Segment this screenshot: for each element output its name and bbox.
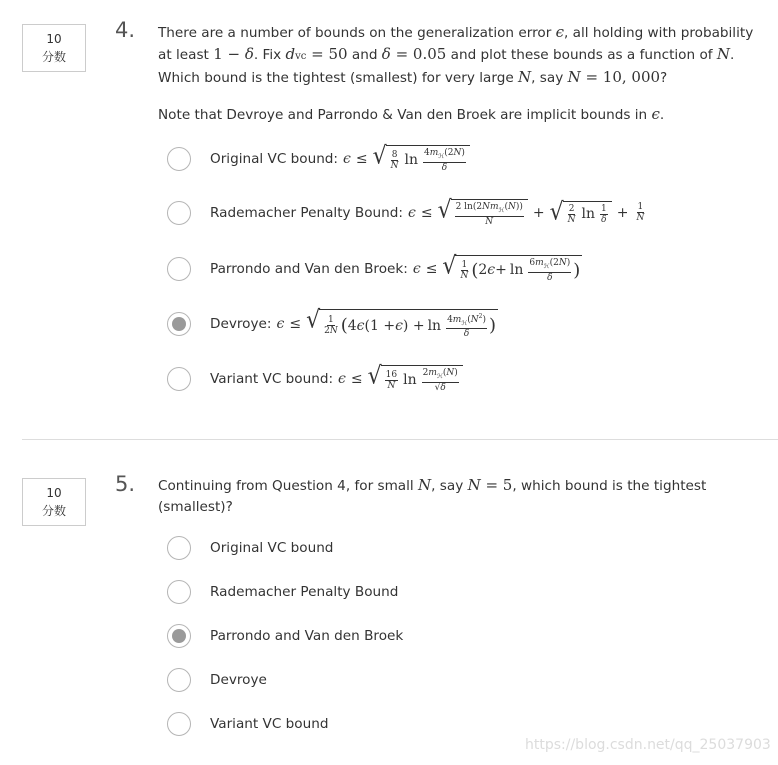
radio-button[interactable] — [167, 147, 191, 171]
option-label: Rademacher Penalty Bound: — [210, 204, 403, 221]
question-divider — [22, 439, 778, 440]
radio-button[interactable] — [167, 668, 191, 692]
points-box-q5 — [22, 478, 86, 526]
radio-button[interactable] — [167, 580, 191, 604]
option-label: Parrondo and Van den Broek: — [210, 260, 408, 277]
option-parrondo-q5[interactable] — [167, 621, 403, 651]
option-rademacher-q5[interactable] — [167, 577, 398, 607]
radio-button[interactable] — [167, 257, 191, 281]
formula: ϵ ≤ √ $\frac{8}{N}$ ln $\frac{4m_ℋ(2N)}{\delta}$ — [343, 145, 470, 173]
option-original-vc-q4[interactable] — [167, 144, 470, 174]
option-label: Original VC bound: — [210, 150, 339, 167]
option-devroye-q4[interactable] — [167, 305, 498, 340]
radio-button-selected[interactable] — [167, 312, 191, 336]
option-label: Original VC bound — [210, 540, 334, 556]
watermark: https://blog.csdn.net/qq_25037903 — [525, 737, 771, 753]
formula: ϵ ≤ √ $\frac{1}{N}$ ( 2 ϵ + ln $\frac{6m_ℋ(2N)}{\delta}$ ) — [412, 252, 581, 283]
radio-button[interactable] — [167, 367, 191, 391]
option-label: Variant VC bound: — [210, 370, 334, 387]
points-box-q4 — [22, 24, 86, 72]
radio-button-selected[interactable] — [167, 624, 191, 648]
points-unit: 分数 — [41, 50, 66, 64]
question-number-q5: 5. — [115, 472, 136, 496]
option-label: Devroye — [210, 672, 267, 688]
radio-button[interactable] — [167, 712, 191, 736]
formula: ϵ ≤ √ $\frac{1}{2N}$ ( 4 ϵ (1 + ϵ ) + ln $\frac{4m_ℋ(N^2)}{\delta}$ ) — [276, 305, 497, 340]
radio-button[interactable] — [167, 201, 191, 225]
formula: ϵ ≤ √ $\frac{16}{N}$ ln $\frac{2m_ℋ(N)}{√\delta}$ — [338, 365, 463, 393]
question-note-q4: Note that Devroye and Parrondo & Van den Broek are implicit bounds in ϵ. — [158, 105, 665, 123]
option-label: Devroye: — [210, 316, 272, 332]
points-value: 10 — [46, 486, 62, 500]
option-original-vc-q5[interactable] — [167, 533, 333, 563]
option-variant-vc-q5[interactable] — [167, 709, 328, 739]
points-value: 10 — [46, 32, 62, 46]
option-label: Parrondo and Van den Broek — [210, 628, 404, 644]
option-variant-vc-q4[interactable] — [167, 364, 463, 394]
option-label: Rademacher Penalty Bound — [210, 584, 399, 600]
radio-button[interactable] — [167, 536, 191, 560]
option-devroye-q5[interactable] — [167, 665, 267, 695]
question-body-q4: There are a number of bounds on the generalization error ϵ, all holding with probability at least 1 − δ. Fix dvc = 50 and δ = 0.05 and plot these bounds as a function of N. Which bound is the tightest (smallest) for very large N, say N = 10, 000? — [158, 23, 754, 86]
points-unit: 分数 — [41, 504, 66, 518]
option-parrondo-q4[interactable] — [167, 254, 582, 284]
option-label: Variant VC bound — [210, 716, 329, 732]
question-body-q5: Continuing from Question 4, for small N, say N = 5, which bound is the tightest (smallest)? — [158, 476, 707, 515]
option-rademacher-q4[interactable] — [167, 198, 647, 228]
formula: ϵ ≤ √ $\frac{2 \ln(2Nm_ℋ(N))}{N}$ + √ $\frac{2}{N}$ ln $\frac{1}{\delta}$ + $\frac{1}{N}$ — [407, 196, 645, 227]
question-number-q4: 4. — [115, 18, 136, 42]
